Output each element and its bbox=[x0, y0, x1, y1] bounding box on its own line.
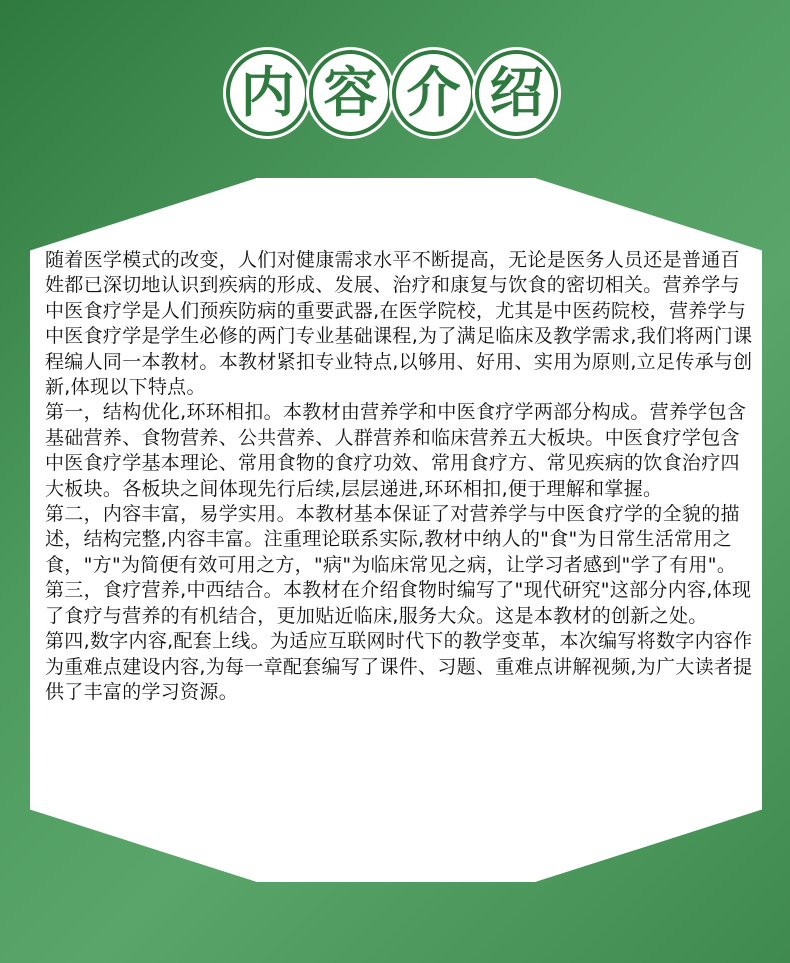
description-text bbox=[45, 248, 757, 705]
title-char-circle: 绍 bbox=[475, 50, 558, 136]
paragraph-feature-2: 第二，内容丰富，易学实用。本教材基本保证了对营养学与中医食疗学的全貌的描述，结构完整,内容丰富。注重理论联系实际,教材中纳人的"食"为日常生活常用之食，"方"为简便有效可用之方，"病"为临床常见之病，让学习者感到"学了有用"。 bbox=[45, 503, 740, 576]
paragraph-feature-3: 第三，食疗营养,中西结合。本教材在介绍食物时编写了"现代研究"这部分内容,体现了食疗与营养的有机结合，更加贴近临床,服务大众。这是本教材的创新之处。 bbox=[45, 579, 752, 627]
section-title bbox=[226, 42, 558, 140]
paragraph-feature-1: 第一，结构优化,环环相扣。本教材由营养学和中医食疗学两部分构成。营养学包含基础营养、食物营养、公共营养、人群营养和临床营养五大板块。中医食疗学包含中医食疗学基本理论、常用食物的食疗功效、常用食疗方、常见疾病的饮食治疗四大板块。各板块之间体现先行后续,层层递进,环环相扣,便于理解和掌握。 bbox=[45, 401, 747, 500]
title-char-circle: 容 bbox=[309, 50, 392, 136]
paragraph-intro: 随着医学模式的改变，人们对健康需求水平不断提高，无论是医务人员还是普通百姓都已深切地认识到疾病的形成、发展、治疗和康复与饮食的密切相关。营养学与中医食疗学是人们预疾防病的重要武器,在医学院校，尤其是中医药院校，营养学与中医食疗学是学生必修的两门专业基础课程,为了满足临床及教学需求,我们将两门课程编人同一本教材。本教材紧扣专业特点,以够用、好用、实用为原则,立足传承与创新,体现以下特点。 bbox=[45, 249, 753, 399]
title-char-circle: 介 bbox=[392, 50, 475, 136]
title-char-circle: 内 bbox=[226, 50, 309, 136]
paragraph-feature-4: 第四,数字内容,配套上线。为适应互联网时代下的教学变革，本次编写将数字内容作为重难点建设内容,为每一章配套编写了课件、习题、重难点讲解视频,为广大读者提供了丰富的学习资源。 bbox=[45, 630, 753, 703]
